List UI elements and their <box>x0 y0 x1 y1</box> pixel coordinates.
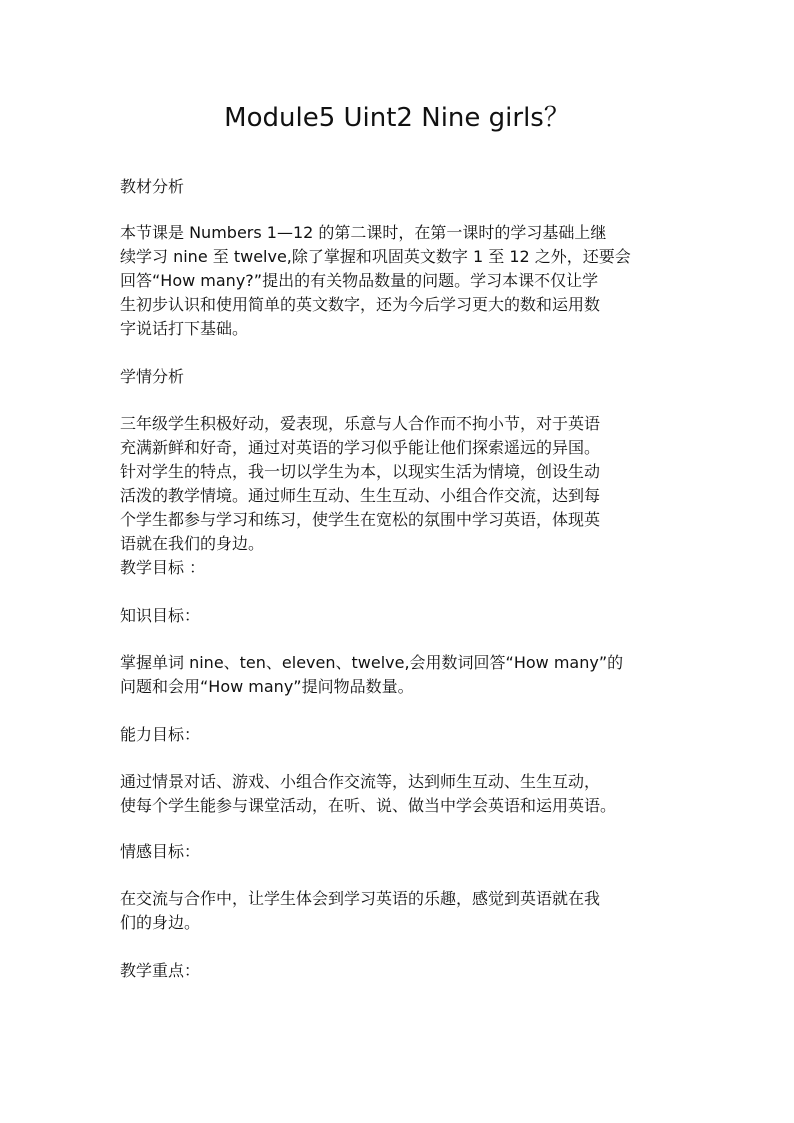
document-title: Module5 Uint2 Nine girls？ <box>224 103 570 133</box>
heading-text: 知识目标： <box>120 606 201 625</box>
paragraph-line: 充满新鲜和好奇，通过对英语的学习似乎能让他们探索遥远的异国。 <box>120 438 601 457</box>
heading-emotion-goal <box>120 840 680 864</box>
heading-text: 能力目标： <box>120 725 201 744</box>
heading-text: 学情分析 <box>120 367 185 386</box>
heading-text: 教学重点： <box>120 961 201 980</box>
paragraph-line: 教学目标 ： <box>120 558 206 577</box>
heading-ability-goal <box>120 723 680 747</box>
paragraph-line: 回答“How many?”提出的有关物品数量的问题。学习本课不仅让学 <box>120 271 599 290</box>
paragraph-student-analysis <box>120 412 680 580</box>
paragraph-line: 针对学生的特点，我一切以学生为本，以现实生活为情境，创设生动 <box>120 462 601 481</box>
paragraph-textbook-analysis <box>120 221 680 341</box>
paragraph-knowledge-goal <box>120 651 680 699</box>
paragraph-line: 三年级学生积极好动，爱表现，乐意与人合作而不拘小节，对于英语 <box>120 414 601 433</box>
heading-text: 情感目标： <box>120 842 201 861</box>
paragraph-line: 活泼的教学情境。通过师生互动、生生互动、小组合作交流，达到每 <box>120 486 601 505</box>
heading-textbook-analysis <box>120 175 680 199</box>
paragraph-line: 生初步认识和使用简单的英文数字，还为今后学习更大的数和运用数 <box>120 295 601 314</box>
heading-teaching-focus <box>120 959 680 983</box>
paragraph-line: 本节课是 Numbers 1—12 的第二课时，在第一课时的学习基础上继 <box>120 223 607 242</box>
paragraph-line: 续学习 nine 至 twelve,除了掌握和巩固英文数字 1 至 12 之外，还要会 <box>120 247 631 266</box>
paragraph-line: 掌握单词 nine、ten、eleven、twelve,会用数词回答“How many”的 <box>120 653 624 672</box>
paragraph-line: 通过情景对话、游戏、小组合作交流等，达到师生互动、生生互动， <box>120 772 601 791</box>
paragraph-line: 在交流与合作中，让学生体会到学习英语的乐趣，感觉到英语就在我 <box>120 889 601 908</box>
heading-student-analysis <box>120 365 680 389</box>
paragraph-line: 使每个学生能参与课堂活动，在听、说、做当中学会英语和运用英语。 <box>120 796 617 815</box>
paragraph-line: 个学生都参与学习和练习，使学生在宽松的氛围中学习英语，体现英 <box>120 510 601 529</box>
paragraph-line: 们的身边。 <box>120 913 201 932</box>
paragraph-line: 字说话打下基础。 <box>120 319 249 338</box>
paragraph-ability-goal <box>120 770 680 818</box>
paragraph-line: 语就在我们的身边。 <box>120 534 265 553</box>
paragraph-line: 问题和会用“How many”提问物品数量。 <box>120 677 414 696</box>
heading-text: 教材分析 <box>120 177 185 196</box>
paragraph-emotion-goal <box>120 887 680 935</box>
heading-knowledge-goal <box>120 604 680 628</box>
